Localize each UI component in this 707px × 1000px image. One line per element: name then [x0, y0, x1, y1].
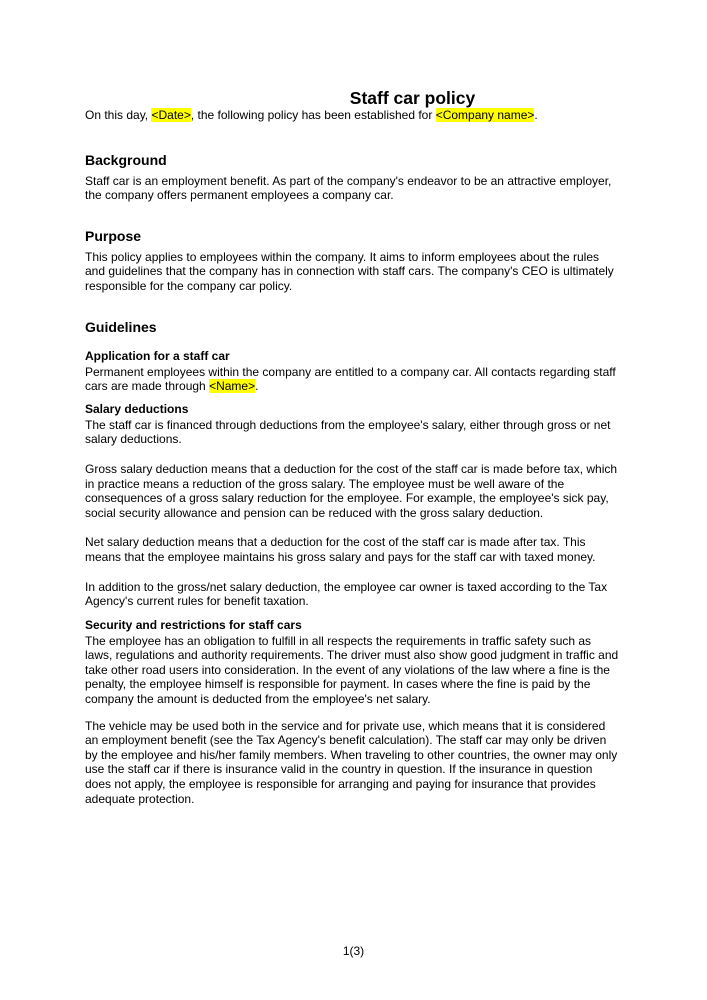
security-paragraph-1: The employee has an obligation to fulfill in all respects the requirements in traffic safety such as laws, regulations and authority requirements. The driver must also show good judgment in traffic and take other road users into consideration. In the event of any violations of the law where a fine is the penalty, the employee himself is responsible for payment. In cases where the fine is paid by the company the amount is deducted from the employee's net salary. — [85, 633, 619, 707]
guidelines-section-heading: Guidelines — [85, 318, 157, 335]
page-number-footer: 1(3) — [342, 944, 365, 958]
salary-paragraph-3: Net salary deduction means that a deduction for the cost of the staff car is made after tax. This means that the employee maintains his gross salary and pays for the staff car with taxed money. — [85, 535, 596, 564]
name-placeholder-highlight: <Name> — [209, 379, 256, 394]
intro-text-part3: . — [534, 108, 538, 122]
purpose-section-heading: Purpose — [85, 227, 142, 244]
security-paragraph-2: The vehicle may be used both in the service and for private use, which means that it is considered an employment benefit (see the Tax Agency's benefit calculation). The staff car may only be driven by the employee and his/her family members. When traveling to other countries, the owner may only use the staff car if there is insurance valid in the country in question. If the insurance in question does not apply, the employee is responsible for arranging and paying for insurance that provides adequate protection. — [85, 718, 618, 806]
salary-paragraph-2: Gross salary deduction means that a deduction for the cost of the staff car is made before tax, which in practice means a reduction of the gross salary. The employee must be well aware of the consequences of a gross salary reduction for the employee. For example, the employee's sick pay, social security allowance and pension can be reduced with the gross salary deduction. — [85, 461, 618, 520]
company-name-placeholder-highlight: <Company name> — [435, 108, 535, 122]
intro-text-part1: On this day, — [85, 108, 152, 122]
background-paragraph: Staff car is an employment benefit. As part of the company's endeavor to be an attractive employer, the company offers permanent employees a company car. — [85, 173, 612, 203]
background-section-heading: Background — [85, 151, 167, 168]
intro-paragraph — [85, 108, 620, 123]
date-placeholder-highlight: <Date> — [151, 108, 191, 122]
application-text-part2: . — [255, 379, 259, 394]
intro-text-part2: , the following policy has been established for — [190, 108, 436, 122]
salary-paragraph-4: In addition to the gross/net salary deduction, the employee car owner is taxed according to the Tax Agency's current rules for benefit taxation. — [85, 579, 608, 609]
security-subsection-heading: Security and restrictions for staff cars — [85, 617, 302, 632]
salary-paragraph-1: The staff car is financed through deductions from the employee's salary, either through gross or net salary deductions. — [85, 417, 611, 447]
document-title: Staff car policy — [349, 88, 476, 108]
salary-deductions-subsection-heading: Salary deductions — [85, 401, 189, 416]
application-paragraph — [85, 365, 620, 394]
application-subsection-heading: Application for a staff car — [85, 348, 230, 363]
purpose-paragraph: This policy applies to employees within the company. It aims to inform employees about the rules and guidelines that the company has in connection with staff cars. The company's CEO is ultimately responsible for the company car policy. — [85, 249, 614, 293]
application-text-part1: Permanent employees within the company are entitled to a company car. All contacts regarding staff cars are made through — [85, 364, 616, 394]
